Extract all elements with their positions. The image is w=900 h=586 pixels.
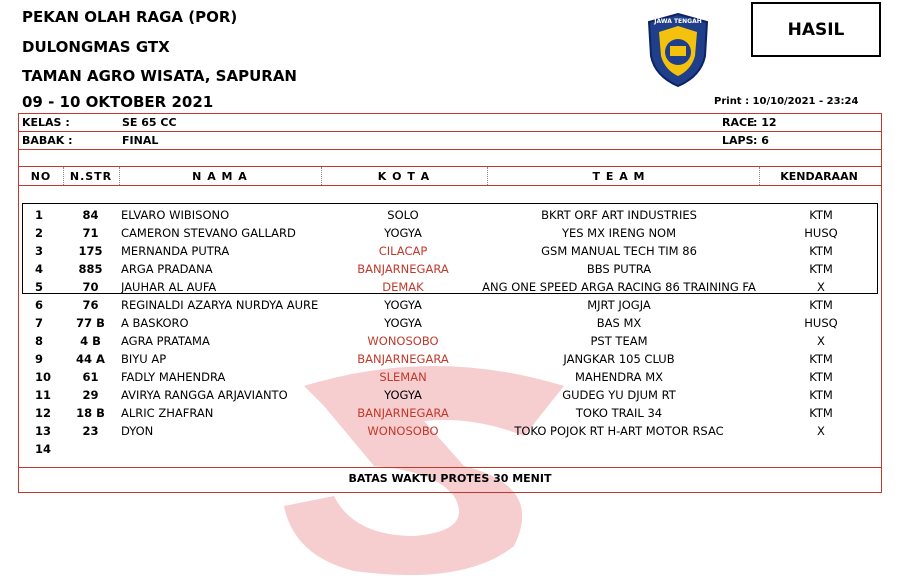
cell-no: 3	[35, 244, 44, 258]
cell-nstr: 71	[82, 226, 99, 240]
col-kendaraan: KENDARAAN	[780, 170, 858, 183]
cell-nama: AGRA PRATAMA	[121, 334, 210, 348]
col-nama: N A M A	[192, 170, 248, 183]
cell-no: 14	[35, 442, 52, 456]
cell-nama: A BASKORO	[121, 316, 189, 330]
cell-kendaraan: HUSQ	[804, 226, 838, 240]
cell-kendaraan: X	[817, 424, 825, 438]
cell-team: ANG ONE SPEED ARGA RACING 86 TRAINING FA	[482, 280, 756, 294]
cell-nama: CAMERON STEVANO GALLARD	[121, 226, 296, 240]
cell-kendaraan: X	[817, 334, 825, 348]
hasil-box: HASIL	[751, 2, 881, 57]
cell-nama: ALRIC ZHAFRAN	[121, 406, 214, 420]
cell-kendaraan: KTM	[809, 352, 833, 366]
jawa-tengah-logo	[645, 12, 711, 88]
cell-nstr: 175	[78, 244, 103, 258]
table-row	[19, 278, 881, 296]
event-title: PEKAN OLAH RAGA (POR)	[22, 8, 238, 26]
cell-nstr: 29	[82, 388, 99, 402]
print-timestamp: Print : 10/10/2021 - 23:24	[714, 96, 859, 107]
cell-no: 4	[35, 262, 44, 276]
cell-kota: BANJARNEGARA	[357, 352, 449, 366]
svg-text:JAWA TENGAH: JAWA TENGAH	[654, 18, 702, 25]
cell-nstr: 70	[82, 280, 99, 294]
cell-kendaraan: KTM	[809, 244, 833, 258]
event-date: 09 - 10 OKTOBER 2021	[22, 93, 214, 111]
col-kota: K O T A	[377, 170, 431, 183]
table-row	[19, 404, 881, 422]
table-row	[19, 440, 881, 458]
cell-nstr: 23	[82, 424, 99, 438]
cell-kendaraan: KTM	[809, 388, 833, 402]
babak-value: FINAL	[122, 134, 159, 147]
event-venue: TAMAN AGRO WISATA, SAPURAN	[22, 67, 297, 85]
cell-no: 11	[35, 388, 52, 402]
table-row	[19, 224, 881, 242]
cell-team: TOKO TRAIL 34	[575, 406, 663, 420]
table-row	[19, 368, 881, 386]
cell-team: BKRT ORF ART INDUSTRIES	[541, 208, 697, 222]
table-row	[19, 422, 881, 440]
cell-kendaraan: HUSQ	[804, 316, 838, 330]
cell-kota: SLEMAN	[379, 370, 427, 384]
kelas-label: KELAS :	[22, 116, 70, 129]
col-nstr: N.STR	[69, 170, 113, 183]
cell-nama: FADLY MAHENDRA	[121, 370, 226, 384]
cell-team: MJRT JOGJA	[587, 298, 651, 312]
table-row	[19, 314, 881, 332]
cell-nstr: 885	[78, 262, 103, 276]
cell-team: GUDEG YU DJUM RT	[562, 388, 676, 402]
cell-nstr: 44 A	[76, 352, 105, 366]
cell-nama: ARGA PRADANA	[121, 262, 213, 276]
results-sheet	[18, 113, 882, 493]
cell-no: 1	[35, 208, 44, 222]
col-team: T E A M	[592, 170, 646, 183]
race-label: RACE	[722, 116, 755, 129]
cell-team: BBS PUTRA	[586, 262, 652, 276]
cell-no: 6	[35, 298, 44, 312]
cell-nstr: 76	[82, 298, 99, 312]
col-no: NO	[30, 170, 52, 183]
cell-kota: YOGYA	[384, 316, 422, 330]
cell-kendaraan: KTM	[809, 406, 833, 420]
cell-no: 7	[35, 316, 44, 330]
cell-kota: YOGYA	[384, 298, 422, 312]
table-row	[19, 206, 881, 224]
cell-nama: MERNANDA PUTRA	[121, 244, 230, 258]
cell-kendaraan: KTM	[809, 298, 833, 312]
table-row	[19, 332, 881, 350]
cell-team: PST TEAM	[590, 334, 648, 348]
cell-team: GSM MANUAL TECH TIM 86	[541, 244, 697, 258]
cell-nama: ELVARO WIBISONO	[121, 208, 230, 222]
table-row	[19, 386, 881, 404]
babak-label: BABAK :	[22, 134, 73, 147]
cell-kota: BANJARNEGARA	[357, 406, 449, 420]
cell-kota: BANJARNEGARA	[357, 262, 449, 276]
cell-nama: BIYU AP	[121, 352, 167, 366]
table-row	[19, 296, 881, 314]
cell-team: BAS MX	[596, 316, 642, 330]
table-row	[19, 260, 881, 278]
protest-notice: BATAS WAKTU PROTES 30 MENIT	[348, 472, 552, 485]
cell-nstr: 77 B	[76, 316, 105, 330]
cell-no: 5	[35, 280, 44, 294]
cell-kota: CILACAP	[378, 244, 428, 258]
cell-nstr: 4 B	[80, 334, 101, 348]
cell-nama: JAUHAR AL AUFA	[121, 280, 217, 294]
cell-nama: REGINALDI AZARYA NURDYA AURE	[121, 298, 319, 312]
cell-kota: WONOSOBO	[367, 334, 439, 348]
cell-team: TOKO POJOK RT H-ART MOTOR RSAC	[514, 424, 724, 438]
cell-no: 8	[35, 334, 44, 348]
cell-nstr: 18 B	[76, 406, 105, 420]
cell-team: MAHENDRA MX	[574, 370, 663, 384]
cell-team: JANGKAR 105 CLUB	[563, 352, 675, 366]
cell-kota: YOGYA	[384, 226, 422, 240]
cell-kota: WONOSOBO	[367, 424, 439, 438]
cell-nstr: 61	[82, 370, 99, 384]
laps-value: : 6	[753, 134, 769, 147]
event-subtitle: DULONGMAS GTX	[22, 38, 170, 56]
cell-kendaraan: X	[817, 280, 825, 294]
cell-kota: DEMAK	[382, 280, 424, 294]
cell-no: 12	[35, 406, 52, 420]
cell-team: YES MX IRENG NOM	[561, 226, 677, 240]
kelas-value: SE 65 CC	[122, 116, 177, 129]
cell-kendaraan: KTM	[809, 208, 833, 222]
table-row	[19, 350, 881, 368]
race-value: : 12	[753, 116, 777, 129]
table-row	[19, 242, 881, 260]
cell-no: 13	[35, 424, 52, 438]
cell-kendaraan: KTM	[809, 262, 833, 276]
cell-nstr: 84	[82, 208, 99, 222]
cell-nama: AVIRYA RANGGA ARJAVIANTO	[121, 388, 288, 402]
cell-kota: YOGYA	[384, 388, 422, 402]
cell-kota: SOLO	[387, 208, 419, 222]
cell-no: 10	[35, 370, 52, 384]
laps-label: LAPS	[722, 134, 754, 147]
cell-kendaraan: KTM	[809, 370, 833, 384]
cell-nama: DYON	[121, 424, 154, 438]
cell-no: 2	[35, 226, 44, 240]
cell-no: 9	[35, 352, 44, 366]
